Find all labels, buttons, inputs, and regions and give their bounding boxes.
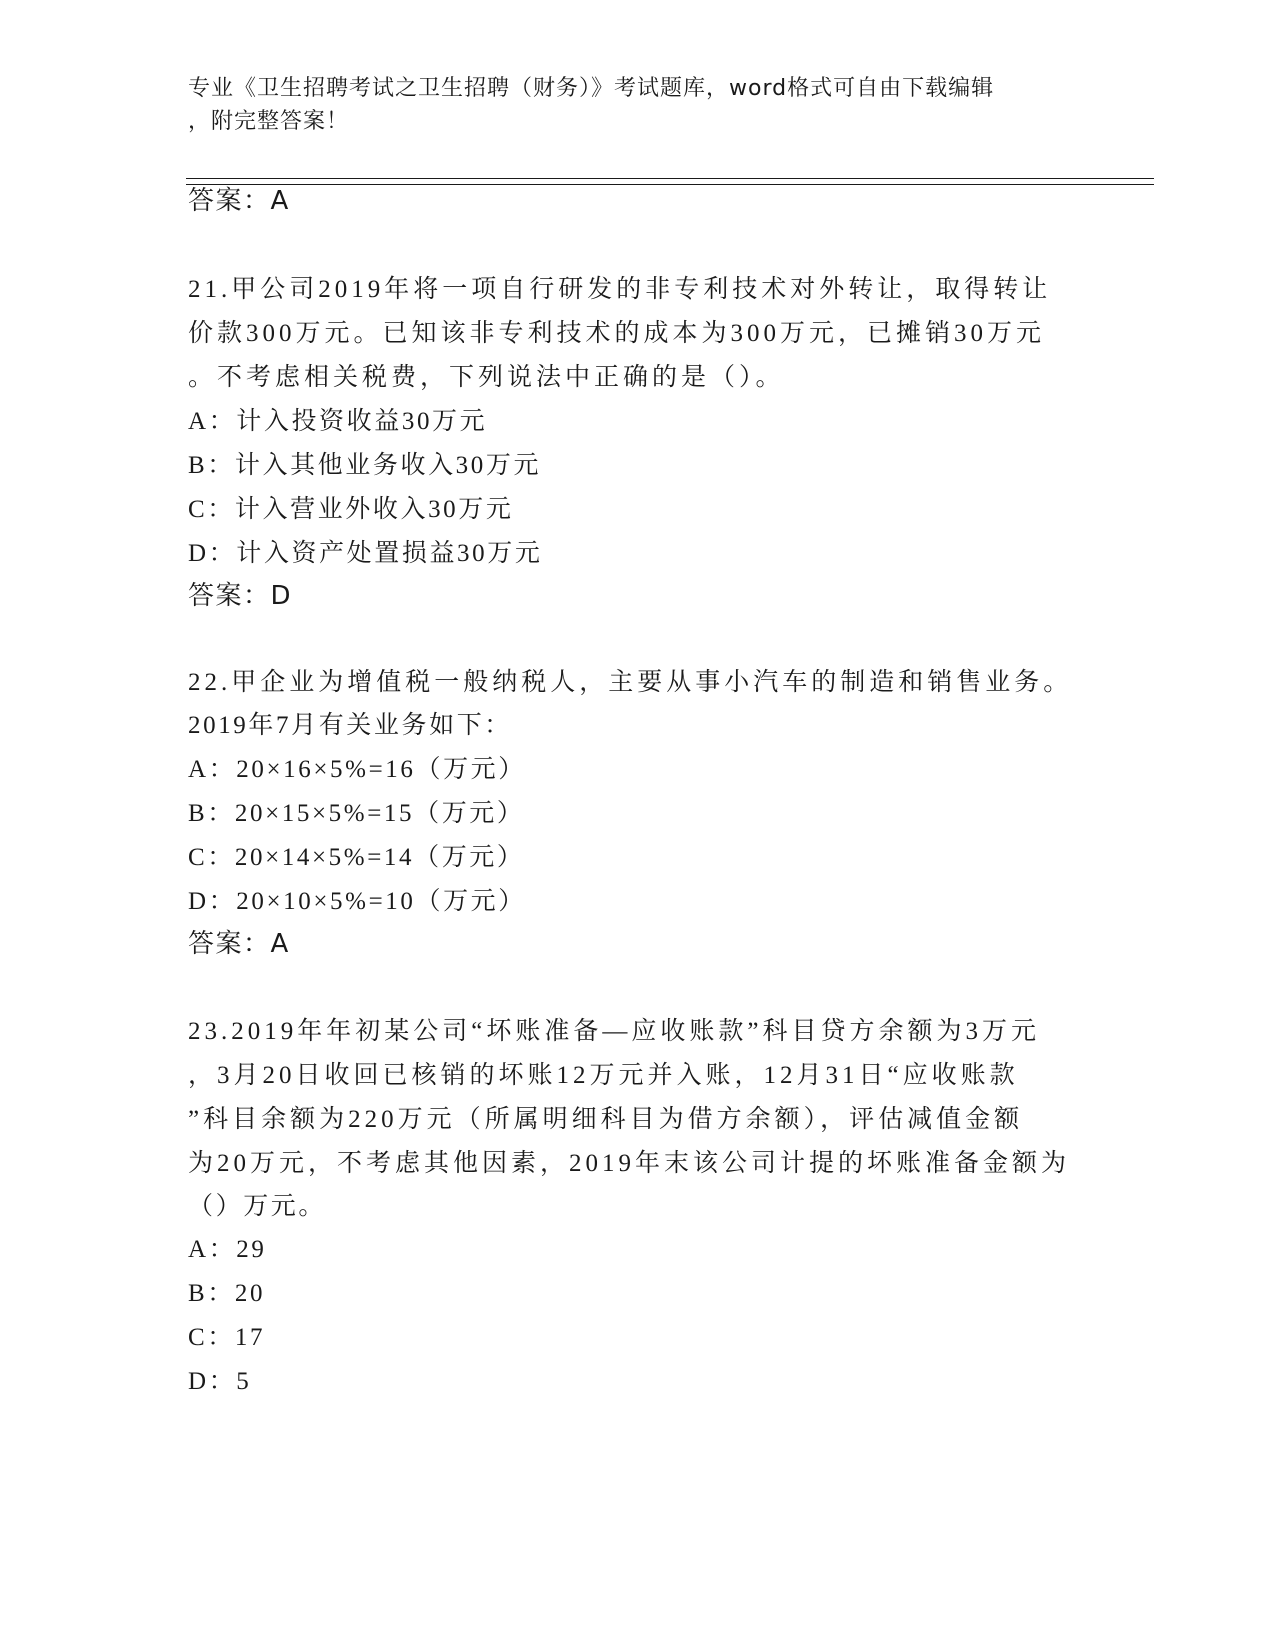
header-divider xyxy=(186,178,1154,185)
q21-text-line-2: 价款300万元。已知该非专利技术的成本为300万元，已摊销30万元 xyxy=(188,320,1046,347)
q21-text-line-3: 。不考虑相关税费，下列说法中正确的是（）。 xyxy=(188,364,785,391)
q22-option-a: A：20×16×5%=16（万元） xyxy=(188,756,526,783)
q23-option-c: C：17 xyxy=(188,1324,266,1351)
answer-previous-question: 答案：A xyxy=(188,186,290,216)
q22-option-b: B：20×15×5%=15（万元） xyxy=(188,800,525,827)
header-line-2: ，附完整答案！ xyxy=(188,109,350,134)
q21-option-c: C：计入营业外收入30万元 xyxy=(188,496,514,523)
q22-text-line-1: 22.甲企业为增值税一般纳税人，主要从事小汽车的制造和销售业务。 xyxy=(188,669,1073,696)
q22-option-c: C：20×14×5%=14（万元） xyxy=(188,844,525,871)
q23-option-a: A：29 xyxy=(188,1236,267,1263)
q21-option-b: B：计入其他业务收入30万元 xyxy=(188,452,542,479)
q23-option-b: B：20 xyxy=(188,1280,266,1307)
header-line-1: 专业《卫生招聘考试之卫生招聘（财务）》考试题库，word格式可自由下载编辑 xyxy=(188,76,995,101)
q23-text-line-1: 23.2019年年初某公司“坏账准备—应收账款”科目贷方余额为3万元 xyxy=(188,1018,1040,1045)
q21-option-a: A：计入投资收益30万元 xyxy=(188,408,488,435)
document-header xyxy=(188,72,1088,138)
q21-text-line-1: 21.甲公司2019年将一项自行研发的非专利技术对外转让，取得转让 xyxy=(188,276,1052,303)
q23-text-line-3: ”科目余额为220万元（所属明细科目为借方余额），评估减值金额 xyxy=(188,1106,1024,1133)
q22-option-d: D：20×10×5%=10（万元） xyxy=(188,888,526,915)
q21-option-d: D：计入资产处置损益30万元 xyxy=(188,540,543,567)
q21-answer: 答案：D xyxy=(188,581,293,611)
q23-text-line-5: （）万元。 xyxy=(188,1193,327,1220)
q23-option-d: D：5 xyxy=(188,1368,252,1395)
q23-text-line-4: 为20万元，不考虑其他因素，2019年末该公司计提的坏账准备金额为 xyxy=(188,1150,1071,1177)
q22-text-line-2: 2019年7月有关业务如下： xyxy=(188,712,512,739)
q22-answer: 答案：A xyxy=(188,929,290,959)
q23-text-line-2: ，3月20日收回已核销的坏账12万元并入账，12月31日“应收账款 xyxy=(188,1062,1019,1089)
